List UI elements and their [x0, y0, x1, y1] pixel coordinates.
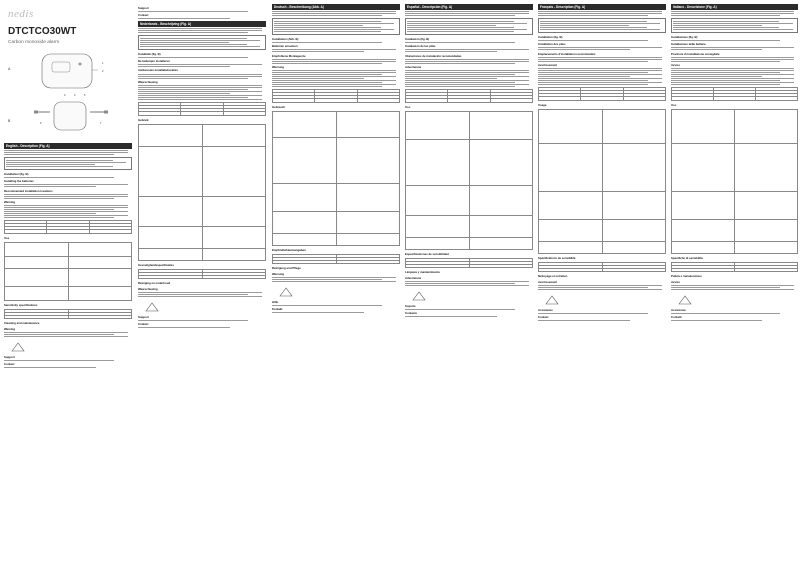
heading-de-0: Installation (Abb. B) [272, 36, 299, 41]
heading-fr-0: Installation (fig. B) [538, 34, 563, 39]
heading-nl-2: Installatie (fig. B) [138, 51, 161, 56]
section-header-french: Français - Description (Fig. A) [538, 4, 666, 10]
callout-4: 4 [74, 94, 76, 97]
heading-it-9: Contatti [671, 315, 682, 320]
heading-nl-4: Aanbevolen installatielocaties [138, 68, 178, 73]
heading-de-2: Empfohlene Montageorte [272, 53, 306, 58]
heading-it-3: Avviso [671, 62, 681, 67]
heading-en-0: Installation (fig. B) [4, 171, 29, 176]
heading-fr-4: Usage [538, 102, 547, 107]
heading-fr-5: Spécifications de sensibilité [538, 255, 576, 260]
callout-2: 2 [102, 70, 104, 73]
heading-es-6: Limpieza y mantenimiento [405, 270, 440, 275]
column-dutch [138, 4, 266, 564]
column-french [538, 4, 666, 564]
heading-it-8: Assistenza [671, 307, 686, 312]
ce-mark-icon [278, 285, 294, 297]
figure-b-label: B [8, 119, 11, 123]
ce-mark-icon [144, 300, 160, 312]
ce-mark-icon [10, 340, 26, 352]
heading-it-4: Uso [671, 102, 677, 107]
heading-es-0: Instalación (fig. B) [405, 36, 430, 41]
section-header-german: Deutsch - Beschreibung (Abb. A) [272, 4, 400, 10]
section-header-spanish: Español - Descripción (Fig. A) [405, 4, 533, 10]
heading-it-5: Specifiche di sensibilità [671, 255, 703, 260]
heading-de-1: Batterien einsetzen [272, 44, 298, 49]
heading-de-7: Warnung [272, 271, 285, 276]
heading-en-2: Recommended installation locations [4, 188, 53, 193]
heading-fr-7: Avertissement [538, 279, 558, 284]
heading-es-4: Uso [405, 104, 411, 109]
heading-it-2: Posizioni di installazione consigliate [671, 51, 720, 56]
heading-de-6: Reinigung und Pflege [272, 266, 301, 271]
section-header-english: English - Description (Fig. A) [4, 143, 132, 149]
heading-de-3: Warnung [272, 64, 285, 69]
heading-fr-6: Nettoyage et entretien [538, 274, 568, 279]
section-header-dutch: Nederlands - Beschrijving (Fig. A) [138, 21, 266, 27]
heading-de-5: Empfindlichkeitsangaben [272, 247, 306, 252]
column-spanish [405, 4, 533, 564]
heading-nl-9: Waarschuwing [138, 286, 158, 291]
column-german [272, 4, 400, 564]
heading-nl-7: Gevoeligheidsspecificaties [138, 262, 174, 267]
heading-nl-6: Gebruik [138, 117, 149, 122]
figure-a-label: A [8, 67, 11, 71]
heading-it-7: Avviso [671, 279, 681, 284]
heading-es-2: Ubicaciones de instalación recomendadas [405, 53, 462, 58]
heading-es-1: Instalación de las pilas [405, 44, 436, 49]
heading-en-7: Warning [4, 326, 16, 331]
callout-6: 6 [40, 122, 42, 125]
ce-mark-icon [544, 293, 560, 305]
heading-es-7: Advertencia [405, 275, 422, 280]
callout-7: 7 [100, 122, 102, 125]
callout-3: 3 [64, 94, 66, 97]
alarm-front-figure [38, 50, 100, 92]
heading-nl-10: Support [138, 314, 149, 319]
heading-fr-1: Installation des piles [538, 42, 566, 47]
column-italian [671, 4, 798, 564]
heading-es-5: Especificaciones de sensibilidad [405, 251, 449, 256]
heading-en-9: Contact [4, 362, 15, 367]
heading-nl-5: Waarschuwing [138, 79, 158, 84]
heading-en-6: Cleaning and maintenance [4, 321, 40, 326]
callout-5: 5 [84, 94, 86, 97]
heading-fr-9: Contact [538, 315, 549, 320]
ce-mark-icon [677, 293, 693, 305]
heading-de-9: Kontakt [272, 307, 283, 312]
heading-en-4: Use [4, 235, 10, 240]
column-english [4, 4, 132, 564]
heading-nl-11: Contact [138, 322, 149, 327]
heading-fr-8: Assistance [538, 307, 553, 312]
heading-de-4: Gebrauch [272, 104, 286, 109]
heading-de-8: Hilfe [272, 299, 279, 304]
heading-es-3: Advertencia [405, 64, 422, 69]
product-name: Carbon monoxide alarm [8, 40, 60, 45]
model-number: DTCTCO30WT [8, 26, 77, 37]
heading-it-6: Pulizia e manutenzione [671, 274, 702, 279]
heading-nl-8: Reiniging en onderhoud [138, 281, 171, 286]
heading-es-8: Soporte [405, 303, 416, 308]
heading-nl-3: De batterijen installeren [138, 59, 170, 64]
heading-fr-3: Avertissement [538, 62, 558, 67]
heading-nl-1: Contact [138, 12, 149, 17]
heading-en-8: Support [4, 354, 15, 359]
heading-fr-2: Emplacements d'installation recommandés [538, 51, 596, 56]
heading-en-1: Installing the batteries [4, 179, 34, 184]
alarm-mount-figure [30, 98, 110, 140]
heading-es-9: Contacto [405, 311, 418, 316]
heading-en-3: Warning [4, 199, 16, 204]
callout-1: 1 [102, 62, 104, 65]
section-header-italian: Italiano - Descrizione (Fig. A) [671, 4, 798, 10]
ce-mark-icon [411, 289, 427, 301]
heading-it-1: Installazione delle batterie [671, 42, 706, 47]
heading-it-0: Installazione (fig. B) [671, 34, 698, 39]
heading-nl-0: Support [138, 5, 149, 10]
heading-en-5: Sensitivity specifications [4, 302, 38, 307]
brand-logo: nedis [8, 8, 34, 20]
